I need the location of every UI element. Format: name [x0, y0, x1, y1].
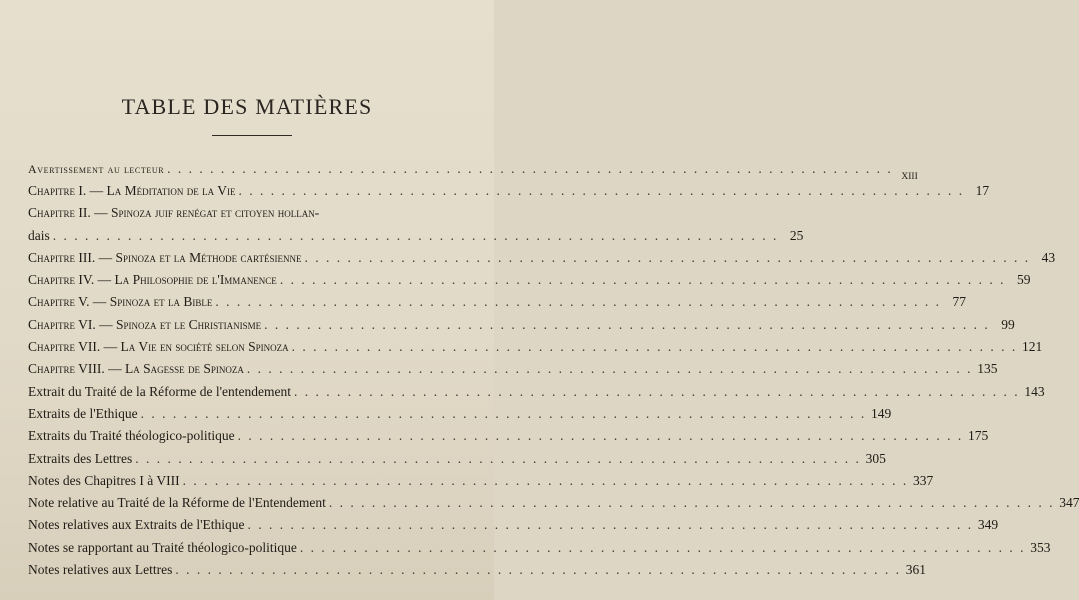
toc-entry-label: Chapitre I. — La Méditation de la Vie [28, 183, 236, 198]
toc-entry-label: Extraits de l'Ethique [28, 405, 138, 421]
table-of-contents [28, 160, 1079, 581]
toc-entry-page: 43 [1041, 249, 1056, 265]
toc-entry-chapitre-8 [28, 358, 998, 380]
toc-entry-chapitre-6 [28, 314, 1015, 336]
dot-leader [326, 492, 1058, 514]
toc-entry-label: Extrait du Traité de la Réforme de l'entendement [28, 383, 291, 399]
toc-entry-page: 337 [912, 472, 934, 488]
toc-entry-label: Notes des Chapitres I à VIII [28, 472, 180, 488]
toc-entry-label: Chapitre VIII. — La Sagesse de Spinoza [28, 361, 244, 377]
toc-entry-label: dais [28, 227, 50, 243]
dot-leader [277, 269, 1009, 291]
toc-entry-page: 305 [865, 450, 886, 466]
toc-entry-label: Extraits du Traité théologico-politique [28, 428, 235, 444]
toc-entry-label: Avertissement au lecteur [28, 162, 165, 176]
toc-entry-notes-traite [28, 537, 1051, 559]
toc-entry-page: 149 [871, 405, 892, 421]
toc-entry-extraits-traite [28, 425, 989, 447]
title-rule [212, 135, 292, 136]
dot-leader [50, 225, 782, 247]
dot-leader [236, 180, 968, 202]
toc-entry-chapitre-7 [28, 336, 1043, 358]
dot-leader [138, 403, 870, 425]
dot-leader [297, 537, 1029, 559]
toc-entry-chapitre-1 [28, 180, 990, 202]
dot-leader [289, 336, 1021, 358]
toc-entry-page: 143 [1024, 383, 1045, 399]
toc-entry-chapitre-3 [28, 247, 1056, 269]
toc-entry-extraits-ethique [28, 403, 892, 425]
toc-entry-page: 59 [1016, 272, 1031, 288]
toc-entry-page: 17 [975, 183, 990, 198]
dot-leader [244, 358, 976, 380]
toc-entry-extraits-lettres [28, 448, 886, 470]
toc-entry-page: 25 [789, 227, 804, 243]
dot-leader [172, 559, 904, 581]
toc-entry-notes-lettres [28, 559, 926, 581]
dot-leader [301, 247, 1033, 269]
toc-entry-notes-ethique [28, 514, 999, 536]
toc-entry-avertissement [28, 160, 918, 182]
toc-entry-page: 361 [905, 562, 926, 578]
dot-leader [261, 314, 993, 336]
dot-leader [212, 291, 944, 313]
toc-entry-label: Chapitre IV. — La Philosophie de l'Immanence [28, 272, 277, 288]
dot-leader [245, 514, 977, 536]
toc-entry-label: Chapitre V. — Spinoza et la Bible [28, 294, 213, 310]
toc-entry-page: 353 [1030, 539, 1051, 555]
toc-entry-page: 77 [952, 294, 967, 310]
toc-entry-label: Notes relatives aux Lettres [28, 562, 173, 578]
toc-entry-chapitre-2-line-1 [28, 202, 464, 224]
toc-entry-note-reforme [28, 492, 1079, 514]
dot-leader [291, 381, 1023, 403]
toc-entry-label: Chapitre VI. — Spinoza et le Christianisme [28, 316, 262, 332]
toc-entry-label: Notes relatives aux Extraits de l'Ethique [28, 517, 245, 533]
toc-entry-page: 99 [1001, 316, 1015, 332]
toc-entry-page: 121 [1022, 339, 1043, 355]
toc-entry-notes-chapitres [28, 470, 934, 492]
toc-entry-page: 347 [1059, 495, 1079, 511]
dot-leader [164, 160, 896, 178]
toc-entry-page: 175 [967, 428, 989, 444]
toc-entry-page: 349 [977, 517, 999, 533]
toc-entry-page: 135 [977, 361, 998, 377]
toc-entry-label: Chapitre VII. — La Vie en société selon Spinoza [28, 339, 289, 355]
toc-entry-label: Chapitre III. — Spinoza et la Méthode cartésienne [28, 249, 302, 265]
toc-entry-page: XIII [901, 172, 918, 182]
dot-leader [132, 448, 864, 470]
toc-entry-label: Extraits des Lettres [28, 450, 133, 466]
dot-leader [180, 470, 912, 492]
toc-entry-extrait-reforme [28, 381, 1045, 403]
page-title: TABLE DES MATIÈRES [121, 94, 373, 119]
toc-entry-label: Note relative au Traité de la Réforme de l'Entendement [28, 495, 326, 511]
toc-entry-chapitre-2-line-2 [28, 225, 804, 247]
toc-entry-chapitre-5 [28, 291, 967, 313]
toc-entry-label: Notes se rapportant au Traité théologico-politique [28, 539, 297, 555]
dot-leader [235, 425, 967, 447]
toc-entry-label: Chapitre II. — Spinoza juif renégat et citoyen hollan- [28, 205, 320, 221]
toc-entry-chapitre-4 [28, 269, 1031, 291]
